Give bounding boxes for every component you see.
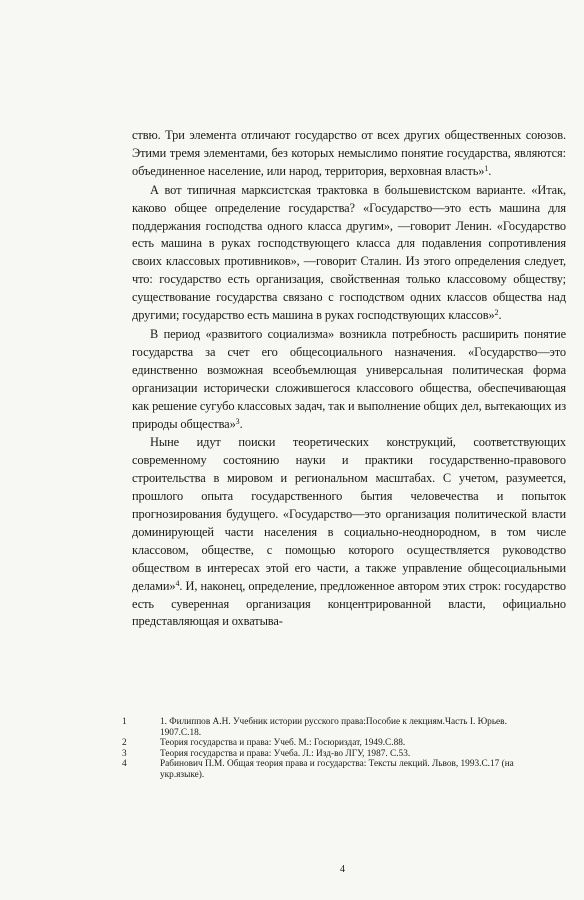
- footnote-number: 3: [122, 748, 127, 759]
- paragraph-2: А вот типичная марксистская трактовка в большевистском варианте. «Итак, каково общее определение государства? «Государство—это есть машина для поддержания господства одного класса другим», —говорит Ленин. «Государство есть машина в руках господствующего класса для подавления сопротивления своих классовых противников», —говорит Сталин. Из этого определения следует, что: государство есть организация, свойственная только классовому обществу; существование государства связано с господством одних классов общества над другими; государство есть машина в руках господствующих классов»$^2$.: [132, 182, 566, 323]
- footnote-ref-2: 2: [494, 308, 499, 318]
- footnote: [122, 749, 542, 760]
- footnote-text: Теория государства и права: Учеб. М.: Госюриздат, 1949.С.88.: [160, 738, 406, 749]
- footnote-text: 1. Филиппов А.Н. Учебник истории русского права:Пособие к лекциям.Часть I. Юрьев. 1907.С.18.: [160, 717, 507, 738]
- footnote-ref-3: 3: [235, 416, 240, 426]
- footnote-number: 2: [122, 738, 127, 749]
- footnote: [122, 759, 542, 780]
- footnote-number: 4: [122, 759, 127, 770]
- footnote-text: Теория государства и права: Учеба. Л.: Изд-во ЛГУ, 1987. С.53.: [160, 748, 411, 759]
- footnote-ref-1: 1: [484, 163, 489, 173]
- paragraph-3: В период «развитого социализма» возникла потребность расширить понятие государства за счет его общесоциального назначения. «Государство—это единственно возможная всеобъемлющая универсальная политическая форма организации исторически сложившегося классового общества, обеспечивающая как решение сугубо классовых задач, так и выполнение общих дел, вытекающих из природы общества»$^3$.: [132, 326, 566, 431]
- footnote: [122, 717, 542, 738]
- footnote-number: 1: [122, 717, 127, 727]
- footnote-ref-4: 4: [175, 578, 180, 588]
- footnote: [122, 738, 542, 749]
- footnote-text: Рабинович П.М. Общая теория права и государства: Тексты лекций. Львов, 1993.С.17 (на укр.языке).: [160, 759, 514, 780]
- paragraph-1: ствю. Три элемента отличают государство от всех других общественных союзов. Этими тремя элементами, без которых немыслимо понятие государства, являются: объединенное население, или народ, территория, верховная власть»$^1$.: [132, 128, 566, 178]
- page-number: 4: [340, 864, 345, 875]
- footnotes: [122, 717, 542, 781]
- body-text: [132, 127, 566, 631]
- paragraph-4: Ныне идут поиски теоретических конструкций, соответствующих современному состоянию науки и практики государственно-правового строительства в мировом и региональном масштабах. С учетом, разумеется, прошлого опыта государственного бытия человечества и попыток прогнозирования будущего. «Государство—это организация политической власти доминирующей части населения в социально-неоднородном, в том числе классовом, обществе, с помощью которого осуществляется руководство обществом в интересах этой его части, а также управление общесоциальными делами»$^4$. И, наконец, определение, предложенное автором этих строк: государство есть суверенная организация концентрированной власти, официально представляющая и охватыва-: [132, 435, 566, 629]
